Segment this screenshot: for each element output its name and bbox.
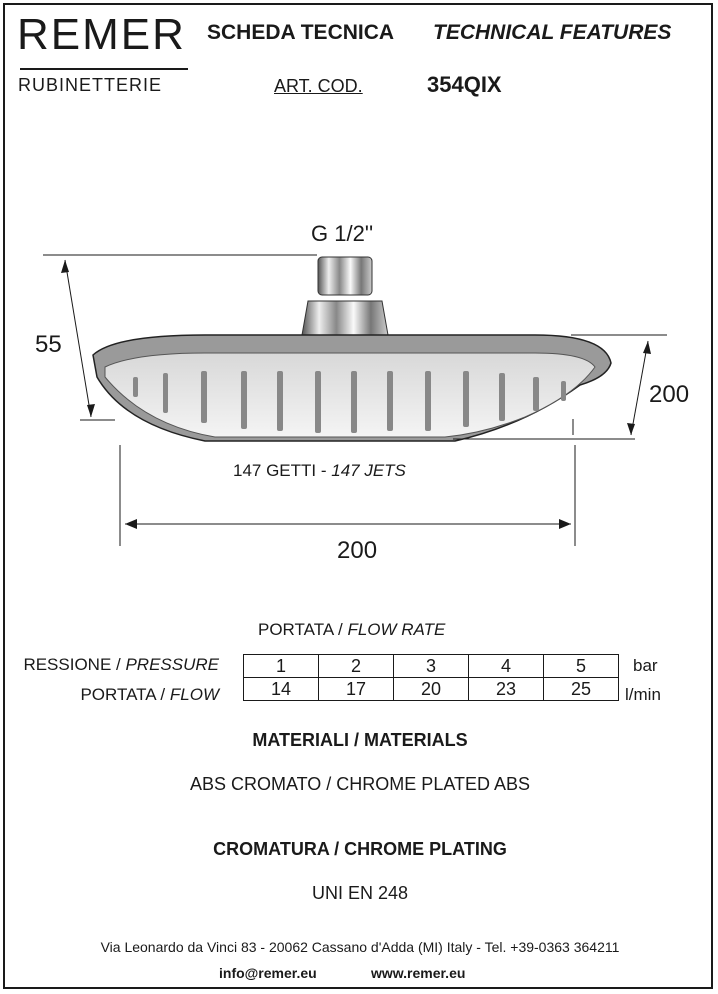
pressure-cell: 4 (469, 655, 544, 678)
flow-rate-table (243, 654, 619, 701)
brand-subtitle: RUBINETTERIE (18, 75, 163, 95)
flow-rate-title: PORTATA / FLOW RATE (258, 620, 446, 639)
flow-unit: l/min (625, 685, 661, 704)
footer-website[interactable]: www.remer.eu (371, 965, 466, 981)
title-italian: SCHEDA TECNICA (207, 21, 395, 44)
materials-heading: MATERIALI / MATERIALS (252, 730, 468, 750)
connector-base (302, 301, 388, 335)
pressure-cell: 3 (394, 655, 469, 678)
plating-value: UNI EN 248 (311, 883, 409, 903)
flow-row-label: PORTATA / FLOW (80, 685, 219, 704)
title-english: TECHNICAL FEATURES (433, 21, 672, 44)
pressure-row-label: RESSIONE / PRESSURE (23, 655, 219, 674)
flow-cell: 17 (319, 678, 394, 701)
connection-label: G 1/2'' (311, 221, 374, 246)
article-code-label: ART. COD. (274, 76, 363, 96)
shower-plate (105, 353, 595, 437)
depth-dimension: 200 (649, 381, 690, 408)
technical-sheet (3, 3, 713, 989)
article-code: 354QIX (427, 72, 502, 97)
shower-head-drawing (5, 5, 711, 565)
pressure-cell: 1 (244, 655, 319, 678)
materials-value: ABS CROMATO / CHROME PLATED ABS (189, 774, 531, 794)
footer-address: Via Leonardo da Vinci 83 - 20062 Cassano d'Adda (MI) Italy - Tel. +39-0363 364211 (100, 939, 620, 955)
jets-label: 147 GETTI - 147 JETS (233, 461, 406, 480)
flow-cell: 23 (469, 678, 544, 701)
flow-cell: 25 (544, 678, 619, 701)
pressure-row (244, 655, 619, 678)
brand-logo: REMER (17, 10, 186, 59)
connector-nut (318, 257, 372, 295)
plating-heading: CROMATURA / CHROME PLATING (213, 839, 507, 859)
height-dimension: 55 (35, 331, 62, 358)
pressure-cell: 5 (544, 655, 619, 678)
width-dimension: 200 (337, 537, 378, 564)
pressure-cell: 2 (319, 655, 394, 678)
pressure-unit: bar (633, 656, 658, 675)
footer-email[interactable]: info@remer.eu (219, 965, 317, 981)
flow-row (244, 678, 619, 701)
flow-cell: 14 (244, 678, 319, 701)
flow-cell: 20 (394, 678, 469, 701)
